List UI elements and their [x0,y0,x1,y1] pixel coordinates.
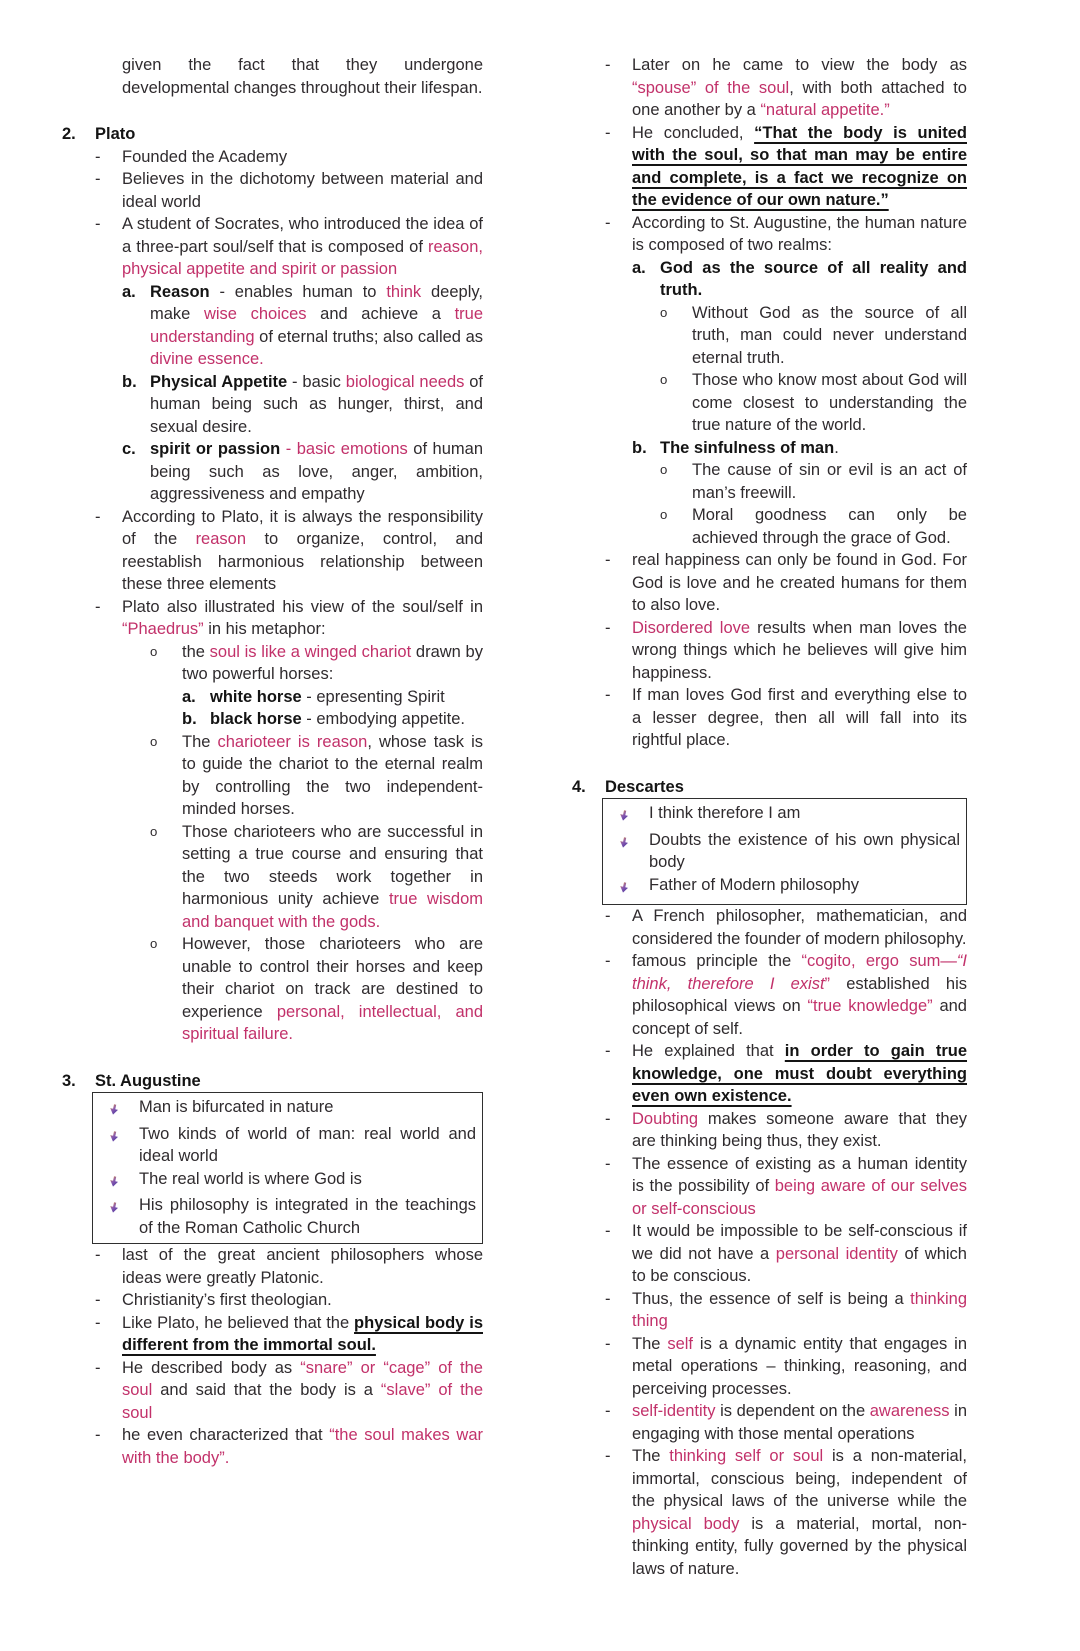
list-item [572,617,967,685]
list-item [572,369,967,437]
list-item [572,459,967,504]
item-text [122,1312,483,1357]
text-segment: Believes in the dichotomy between material and ideal world [122,170,483,211]
item-text [649,829,960,874]
text-segment: Those charioteers who are successful in setting a true course and ensuring that the two steeds work together in harmonious unity achieve [182,822,483,908]
column-left [62,54,483,1580]
item-text [632,684,967,752]
text-segment: - enables human to [209,282,387,301]
text-segment: soul is like a winged chariot [209,642,412,661]
arrow-bullet-icon [107,1200,121,1215]
item-text [632,1220,967,1288]
text-segment: The real world is where God is [139,1169,362,1188]
item-text [122,1244,483,1289]
item-text [649,874,960,901]
text-segment: Christianity’s first theologian. [122,1291,332,1309]
list-item [62,731,483,821]
text-segment: being aware of our selves or self-conscious [632,1177,968,1218]
circle-marker: o [150,823,158,839]
text-segment: awareness [869,1402,950,1420]
paragraph [62,54,483,99]
text-segment: true understanding [150,305,484,346]
text-segment: Physical Appetite [150,372,288,391]
dash-marker: - [95,507,101,526]
text-segment: thinking thing [632,1289,967,1330]
text-segment: “snare” or “cage” of the soul [122,1358,483,1399]
dash-marker: - [605,686,611,704]
circle-marker: o [660,462,668,477]
section-title: Descartes [605,777,684,796]
list-item [93,1123,476,1168]
text-segment: and achieve a [306,305,455,323]
letter-marker: b. [632,438,647,457]
item-text [632,212,967,257]
list-item [572,122,967,212]
text-segment: , whose task is to guide the chariot to the eternal realm by controlling the two independent-minded horses. [182,732,483,818]
text-segment: given the fact that they undergone developmental changes throughout their lifespan. [122,56,483,97]
list-item [62,1357,483,1425]
text-segment: black horse [210,710,302,728]
text-segment: His philosophy is integrated in the teachings of the Roman Catholic Church [139,1196,476,1237]
text-segment: physical body is different from the immortal soul. [122,1313,483,1354]
item-text [139,1096,476,1123]
text-segment: established his philosophical views on [632,974,967,1015]
text-segment: thinking self or soul [669,1447,824,1465]
text-segment: in order to gain true knowledge, one must doubt everything even own existence. [632,1042,968,1105]
dash-marker: - [605,1334,611,1353]
circle-marker: o [660,304,668,320]
item-text [692,459,967,504]
list-item [93,1096,476,1123]
list-item [572,1108,967,1153]
list-item [603,874,960,901]
item-text [122,506,483,596]
list-item [62,281,483,371]
list-item [62,641,483,686]
item-text [632,1288,967,1333]
list-item [62,438,483,506]
item-text [632,950,967,1040]
item-bullet [108,1194,139,1239]
list-item [572,1445,967,1580]
text-segment: Later on he came to view the body as [632,56,967,74]
text-segment: biological needs [345,372,465,391]
text-segment: However, those charioteers who are unable to control their horses and keep their chariot on track are destined to experience [182,935,483,1021]
text-segment: - epresenting Spirit [301,687,445,706]
text-segment: famous principle the [632,952,802,970]
text-segment: of human being such as hunger, thirst, and sexual desire. [150,372,483,436]
text-segment: deeply, make [150,282,483,323]
dash-marker: - [605,123,611,142]
list-item [62,506,483,596]
list-item [572,1040,967,1108]
text-segment: in engaging with those mental operations [632,1402,967,1443]
item-text [150,371,483,439]
text-segment: “true knowledge” [807,997,933,1015]
dash-marker: - [95,1313,101,1332]
list-item [572,905,967,950]
circle-marker: o [660,507,668,522]
text-segment: Thus, the essence of self is being a [632,1289,911,1308]
item-text [122,1289,483,1312]
item-bullet [108,1096,139,1123]
text-segment: - basic [287,372,346,391]
dash-marker: - [605,1402,611,1420]
dash-marker: - [605,551,611,569]
item-text [692,302,967,370]
text-segment: He explained that [632,1042,785,1060]
section-title: St. Augustine [95,1071,201,1090]
text-segment: in his metaphor: [203,620,326,638]
dash-marker: - [605,907,611,925]
item-text [632,1400,967,1445]
item-text [210,686,483,709]
text-segment: According to St. Augustine, the human nature is composed of two realms: [632,213,967,254]
text-segment: of eternal truths; also called as [254,327,483,346]
text-segment: wise choices [203,305,307,323]
item-text [632,617,967,685]
text-segment: Disordered love [632,618,751,637]
section-number: 2. [62,125,76,143]
dash-marker: - [95,1291,101,1309]
list-item [62,1244,483,1289]
text-segment: last of the great ancient philosophers whose ideas were greatly Platonic. [122,1246,483,1287]
circle-marker: o [150,733,158,749]
dash-marker: - [605,1154,611,1173]
list-item [62,821,483,934]
list-item [572,1153,967,1221]
list-item [572,1220,967,1288]
text-segment: He concluded, [632,123,755,142]
text-segment: According to Plato, it is always the responsibility of the [122,507,483,548]
text-segment: Man is bifurcated in nature [139,1098,334,1116]
text-segment: “I think, therefore I exist [632,952,967,993]
text-segment: Without God as the source of all truth, man could never understand eternal truth. [692,303,967,367]
list-item [62,371,483,439]
text-segment: A French philosopher, mathematician, and considered the founder of modern philosophy. [632,907,967,948]
list-item [62,213,483,281]
text-segment: “Phaedrus” [122,620,204,638]
item-text [632,1153,967,1221]
text-segment: is a material, mortal, non-thinking entity, fully governed by the physical laws of nature. [632,1514,967,1578]
text-segment: He described body as [122,1358,301,1377]
list-item [572,212,967,257]
item-text [632,54,967,122]
text-segment: results when man loves the wrong things which he believes will give him happiness. [632,618,967,682]
list-item [572,302,967,370]
list-item [603,829,960,874]
dash-marker: - [605,952,611,970]
dash-marker: - [605,618,611,637]
dash-marker: - [605,56,611,74]
item-text [632,1108,967,1153]
list-item [572,950,967,1040]
text-segment: “slave” of the soul [122,1381,484,1422]
text-segment: drawn by two powerful horses: [182,642,483,683]
circle-marker: o [660,372,668,387]
item-text [632,122,967,212]
text-segment: , with both attached to one another by a [632,78,967,119]
item-text [210,708,483,731]
item-text [660,257,967,302]
item-text [122,596,483,641]
text-segment: God as the source of all reality and truth. [660,258,967,299]
letter-marker: c. [122,440,136,458]
text-segment: . [834,438,839,457]
list-item [62,1312,483,1357]
note-box [92,1092,483,1244]
list-item [62,933,483,1046]
arrow-bullet-icon [617,834,631,849]
dash-marker: - [95,1426,101,1444]
list-item [93,1168,476,1195]
dash-marker: - [605,1289,611,1308]
item-bullet [108,1123,139,1168]
list-item [572,1400,967,1445]
text-segment: Doubting [632,1109,699,1128]
item-text [632,1333,967,1401]
list-item [62,146,483,169]
item-text [122,213,483,281]
item-bullet [108,1168,139,1195]
text-segment: Father of Modern philosophy [649,875,860,894]
text-segment: is a non-material, immortal, conscious being, independent of the physical laws of the universe while the [632,1447,967,1510]
dash-marker: - [95,597,101,616]
text-segment: “the soul makes war with the body”. [122,1426,483,1467]
text-segment: The sinfulness of man [660,438,835,457]
item-text [649,802,960,829]
arrow-bullet-icon [617,808,631,823]
section-heading [62,1070,483,1093]
list-item [572,684,967,752]
item-bullet [618,874,649,901]
item-text [139,1123,476,1168]
circle-marker: o [150,936,158,951]
arrow-bullet-icon [107,1173,121,1188]
dash-marker: - [95,147,101,166]
list-item [62,686,483,709]
text-segment: Like Plato, he believed that the [122,1313,355,1332]
item-text [182,933,483,1046]
dash-marker: - [95,1246,101,1264]
list-item [603,802,960,829]
text-segment: charioteer is reason [217,732,368,751]
text-segment: white horse [210,687,302,706]
item-text [139,1194,476,1239]
item-bullet [618,802,649,829]
text-segment: divine essence. [150,350,264,368]
text-segment: to organize, control, and reestablish harmonious relationship between these three elements [122,530,483,593]
dash-marker: - [95,215,101,233]
list-item [572,1333,967,1401]
item-text [692,504,967,549]
list-item [572,437,967,460]
text-segment: reason [195,530,247,548]
list-item [572,549,967,617]
text-segment: I think therefore I am [649,804,801,822]
circle-marker: o [150,643,158,659]
section-number: 3. [62,1071,76,1090]
item-text [632,1445,967,1580]
item-text [182,821,483,934]
item-text [122,1357,483,1425]
text-segment: self [667,1334,694,1353]
text-segment: - embodying appetite. [301,710,465,728]
dash-marker: - [605,1447,611,1465]
section-heading [572,776,967,799]
dash-marker: - [605,1109,611,1128]
text-segment: personal, intellectual, and spiritual failure. [182,1002,483,1043]
text-segment: he even characterized that [122,1426,330,1444]
list-item [62,1424,483,1469]
text-segment: The [632,1334,668,1353]
text-segment: and said that the body is a [152,1381,381,1399]
section-number: 4. [572,777,586,796]
text-segment: The [182,732,218,751]
text-segment: of which to be conscious. [632,1244,967,1285]
text-segment: ” [824,974,831,993]
column-right [572,54,967,1580]
list-item [62,1289,483,1312]
text-segment: of human being such as love, anger, ambition, aggressiveness and empathy [150,440,483,503]
text-segment: personal identity [775,1244,898,1263]
letter-marker: a. [632,258,646,277]
text-segment: If man loves God first and everything else to a lesser degree, then all will fall into its rightful place. [632,686,967,749]
list-item [62,708,483,731]
item-text [632,549,967,617]
dash-marker: - [605,1222,611,1240]
text-segment: “cogito, ergo sum— [801,952,957,970]
item-text [182,641,483,686]
item-text [660,437,967,460]
text-segment: Doubts the existence of his own physical body [649,830,960,871]
letter-marker: a. [182,687,196,706]
text-segment: It would be impossible to be self-conscious if we did not have a [632,1222,967,1263]
item-text [150,281,483,371]
item-text [150,438,483,506]
list-item [572,54,967,122]
item-bullet [618,829,649,874]
arrow-bullet-icon [617,879,631,894]
letter-marker: a. [122,282,136,301]
text-segment: the [182,642,210,661]
letter-marker: b. [182,710,197,728]
text-segment: Those who know most about God will come closest to understanding the true nature of the world. [692,371,967,434]
list-item [572,1288,967,1333]
section-title: Plato [95,125,136,143]
text-segment: The [632,1447,670,1465]
item-text [122,146,483,169]
text-segment: physical body [632,1514,740,1533]
item-text [182,731,483,821]
text-segment: is a dynamic entity that engages in metal operations – thinking, reasoning, and perceiving processes. [632,1334,967,1398]
text-segment: spirit or passion [150,440,286,458]
item-text [692,369,967,437]
arrow-bullet-icon [107,1102,121,1117]
item-text [632,1040,967,1108]
dash-marker: - [95,1358,101,1377]
item-text [122,1424,483,1469]
dash-marker: - [95,170,101,188]
list-item [572,257,967,302]
item-text [139,1168,476,1195]
item-text [122,168,483,213]
text-segment: makes someone aware that they are thinking being thus, they exist. [632,1109,967,1150]
text-segment: think [386,282,422,301]
dash-marker: - [605,1042,611,1060]
list-item [62,596,483,641]
note-box [602,798,967,905]
text-segment: “spouse” of the soul [632,78,790,97]
text-segment: - basic emotions [285,440,408,458]
text-segment: Founded the Academy [122,147,288,166]
dash-marker: - [605,213,611,232]
text-segment: “natural appetite.” [760,101,890,119]
text-segment: reason, physical appetite and spirit or passion [122,237,483,278]
list-item [572,504,967,549]
arrow-bullet-icon [107,1128,121,1143]
item-text [632,905,967,950]
text-segment: self-identity [632,1402,716,1420]
section-heading [62,123,483,146]
text-segment: is dependent on the [715,1402,870,1420]
text-segment: Moral goodness can only be achieved through the grace of God. [692,506,967,547]
text-segment: Plato also illustrated his view of the soul/self in [122,597,483,616]
text-segment: true wisdom and banquet with the gods. [182,890,483,931]
text-segment: “That the body is united with the soul, so that man may be entire and complete, is a fact we recognize on the evidence of our own nature.” [632,123,967,209]
text-segment: Reason [150,282,210,301]
text-segment: The essence of existing as a human identity is the possibility of [632,1154,967,1195]
list-item [93,1194,476,1239]
text-segment: and concept of self. [632,997,967,1038]
text-segment: The cause of sin or evil is an act of man’s freewill. [692,461,967,502]
text-segment: Two kinds of world of man: real world and ideal world [139,1124,476,1165]
list-item [62,168,483,213]
text-segment: A student of Socrates, who introduced the idea of a three-part soul/self that is composed of [122,215,483,256]
text-segment: real happiness can only be found in God. For God is love and he created humans for them to also love. [632,551,967,614]
letter-marker: b. [122,372,137,391]
